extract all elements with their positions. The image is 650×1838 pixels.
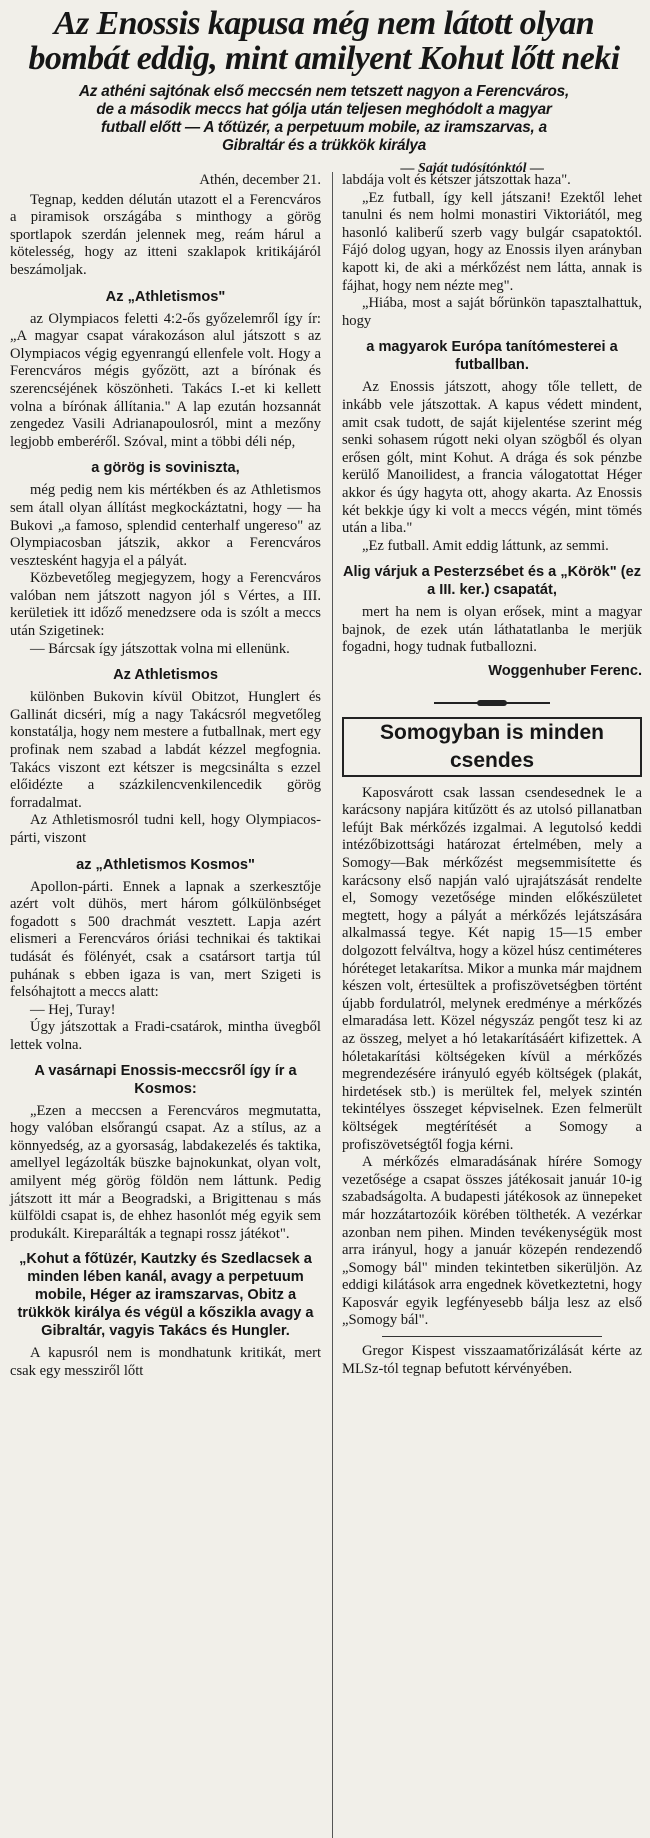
subheading: Alig várjuk a Pesterzsébet és a „Körök" (ez a III. ker.) csapatát, — [342, 564, 642, 599]
paragraph: Az Athletismosról tudni kell, hogy Olympiacos-párti, viszont — [10, 812, 321, 846]
paragraph: — Hej, Turay! — [30, 1001, 116, 1018]
paragraph: még pedig nem kis mértékben és az Athletismos sem átall olyan állítást megkockáztatni, hogy — ha Bukovi „a famoso, splendid centerhalf ungereso" az Olympiacosban játszik, akkor a Ferencváros vesztesként hagyja el a pályát. — [10, 482, 321, 569]
paragraph: labdája volt és kétszer játszottak haza". — [342, 172, 571, 188]
paragraph: Gregor Kispest visszaamatőrizálását kérte az MLSz-tól tegnap befutott kérvényében. — [342, 1343, 642, 1377]
subheading: az „Athletismos Kosmos" — [76, 856, 255, 873]
separator-line — [382, 1336, 602, 1337]
deck — [8, 83, 640, 155]
section-title: Somogyban is minden csendes — [342, 717, 642, 777]
deck-line-4: Gibraltár és a trükkök királya — [221, 137, 427, 154]
byline: — Saját tudósítónktól — — [400, 161, 544, 176]
quote-paragraph: „Ezen a meccsen a Ferencváros megmutatta, hogy valóban elsőrangú csapat. Az a stílus, az a könnyedség, az a gyorsaság, labdakezelés és taktika, amellyel legázolták büszke bajnokunkat, olyan volt, amilyent még görög földön nem láttunk. Pedig játszott itt már a Beogradski, a Brigittenau s más külföldi csapat is, de ehhez hasonlót még egyik sem produkált. Kireparálták a tegnapi rossz játékot". — [10, 1102, 321, 1242]
paragraph: az Olympiacos feletti 4:2-ős győzelemről így ír: „A magyar csapat várakozáson alul játszott s az Olympiacos végig egyenrangú ellenfele volt. Hogy a Ferencváros mégis győzött, azt a bírónak és szerencséjének köszönheti. Takács I.-et ki kellett volna a bírónak állítania." A lap ezután hozsannát zengedez Vasili Adrianapoulosról, mint a mezőny legjobb emberéről. Szóval, mint a többi déli nép, — [10, 310, 321, 450]
paragraph: különben Bukovin kívül Obitzot, Hunglert és Gallinát dicséri, míg a nagy Takácsról megvetőleg konstatálja, hogy nem mestere a futballnak, mert egy profinak nem szabad a labdát kézzel megfognia. Takács viszont ezt kétszer is megcsinálta s ezzel előidézte a százkilencvenkilencedik görög forradalmat. — [10, 689, 321, 811]
paragraph: „Ez futball. Amit eddig láttunk, az semmi. — [362, 537, 609, 554]
paragraph: Az Enossis játszott, ahogy tőle tellett, de inkább vele játszottak. A kapus védett mindent, amit csak tudott, de saját kijelentése szerint még senki sohasem rúgott neki olyan szögből és olyan erősen gólt, mint Kohut. A drága és sok pénzbe kerülő Manoilidest, a francia válogatottat Héger akkor és úgy hagyta ott, ahogy akarta. Az Enossis két bekkje úgy ki volt a meccs végén, mint tömés után a liba." — [342, 379, 642, 537]
subheading: „Kohut a főtüzér, Kautzky és Szedlacsek a minden lében kanál, avagy a perpetuum mobile, Héger az iramszarvas, Obitz a trükkök királya és végül a kősziklа avagy a Gibraltár, vagyis Takács és Hungler. — [17, 1251, 314, 1340]
paragraph: A kapusról nem is mondhatunk kritikát, mert csak egy messziről lőtt — [10, 1345, 321, 1379]
subheading: a magyarok Európa tanítómesterei a futballban. — [366, 339, 618, 374]
section-separator — [342, 695, 642, 711]
paragraph: Úgy játszottak a Fradi-csatárok, mintha üvegből lettek volna. — [10, 1019, 321, 1053]
column-divider — [332, 172, 333, 1838]
paragraph: mert ha nem is olyan erősek, mint a magyar bajnok, de ezek után láthatatlanba le merjük fogadni, hogy tudnak futballozni. — [342, 604, 642, 656]
dateline: Athén, december 21. — [199, 172, 321, 188]
subheading: Az Athletismos — [113, 667, 218, 684]
subheading: a görög is soviniszta, — [91, 460, 240, 477]
subheading: Az „Athletismos" — [105, 288, 226, 305]
paragraph: Apollon-párti. Ennek a lapnak a szerkesztője azért volt dühös, mert három gólkülönbséget fogadott s 500 drachmát vesztett. Lapja azért elismeri a Ferencváros óriási technikai és taktikai tudását és fölényét, csak a csatársort tartja túl puhának s ebben igaza is van, mert Szigeti is felsóhajtott a meccs alatt: — [10, 878, 321, 1001]
left-column — [10, 172, 321, 1380]
headline-line-1: Az Enossis kapusa még nem látott olyan — [53, 5, 595, 42]
paragraph: „Ez futball, így kell játszani! Ezektől lehet tanulni és nem holmi monastiri Viktoriától, meg hasonló kaliberű szerb vagy bulgár csapatoktól. Fájó dolog ugyan, hogy az Enossis ilyen arányban kapott ki, de aki a mérkőzést nem látta, annak is fájhat, hogy nem nézte meg". — [342, 189, 642, 294]
subheading: A vasárnapi Enossis-meccsről így ír a Kosmos: — [34, 1062, 297, 1097]
paragraph: — Bárcsak így játszottak volna mi ellenünk. — [30, 640, 290, 657]
right-column — [342, 172, 642, 1378]
author-signature: Woggenhuber Ferenc. — [488, 663, 642, 680]
headline-line-2: bombát eddig, mint amilyent Kohut lőtt neki — [28, 40, 620, 77]
paragraph: „Hiába, most a saját bőrünkön tapasztalhattuk, hogy — [342, 295, 642, 329]
paragraph: Kaposvárott csak lassan csendesednek le a karácsony napjára kitűzött és az utolsó pillanatban lefújt Bak mérkőzés izgalmai. A legutolsó keddi intézőbizottsági határozat értelmében, mely a Somogy—Bak mérkőzést megsemmisítette és karácsony első napján való ujrajátszását rendelte el, Somogy vezetősége minden előkészületet megtett, hogy a pályát a mérkőzés lejátszására alkalmassá tegye. Két napig 15—15 ember dolgozott felváltva, hogy a közel húsz centiméteres hóréteget letakarítsa. Mikor a munka már majdnem készen volt, értesültek a profiszövetségben történt újabb fordulatról, melynek eredménye a mérkőzés elmaradása lett. Közel négyszáz pengőt tesz ki az az összeg, melyet a hó letakarításáért kifizettek. A hóletakarítási költségeken kívül a mérkőzés megrendezésére irányuló egyéb költségek (plakát, hirdetések stb.) is merültek fel, melyek szintén tekintélyes összeget képviselnek. Ezen felmerült költségek megtérítését a Somogy a profiszövetségtől fogja kérni. — [342, 784, 642, 1153]
deck-line-3: futball előtt — A tőtüzér, a perpetuum mobile, az iramszarvas, a — [101, 119, 547, 136]
deck-line-1: Az athéni sajtónak első meccsén nem tetszett nagyon a Ferencváros, — [78, 83, 570, 100]
paragraph: Közbevetőleg megjegyzem, hogy a Ferencváros valóban nem játszott nagyon jól s Vértes, a III. kerületiek itt időző menedzsere oda is szólt a meccs után Szigetinek: — [10, 570, 321, 640]
paragraph: A mérkőzés elmaradásának hírére Somogy vezetősége a csapat összes játékosait január 10-ig szabadságolta. A budapesti játékosok az ünnepeket már hozzátartozóik körében töltheték. A vezérkar azonban nem pihen. Minden tevékenységük most arra irányul, hogy a január közepén rendezendő „Somogy bál" minden tekintetben sikerüljön. Az eddigi kilátások arra engednek következtetni, hogy Kaposvár egyik legfényesebb bálja lesz az első „Somogy bál". — [342, 1154, 642, 1329]
deck-line-2: de a második meccs hat gólja után teljesen meghódolt a magyar — [96, 101, 552, 118]
headline — [8, 6, 640, 76]
paragraph: Tegnap, kedden délután utazott el a Ferencváros a piramisok országába s minthogy a görög sportlapok szerdán jelennek meg, reám hárul a kötelesség, hogy az itteni szaklapok kritikájáról beszámoljak. — [10, 191, 321, 278]
